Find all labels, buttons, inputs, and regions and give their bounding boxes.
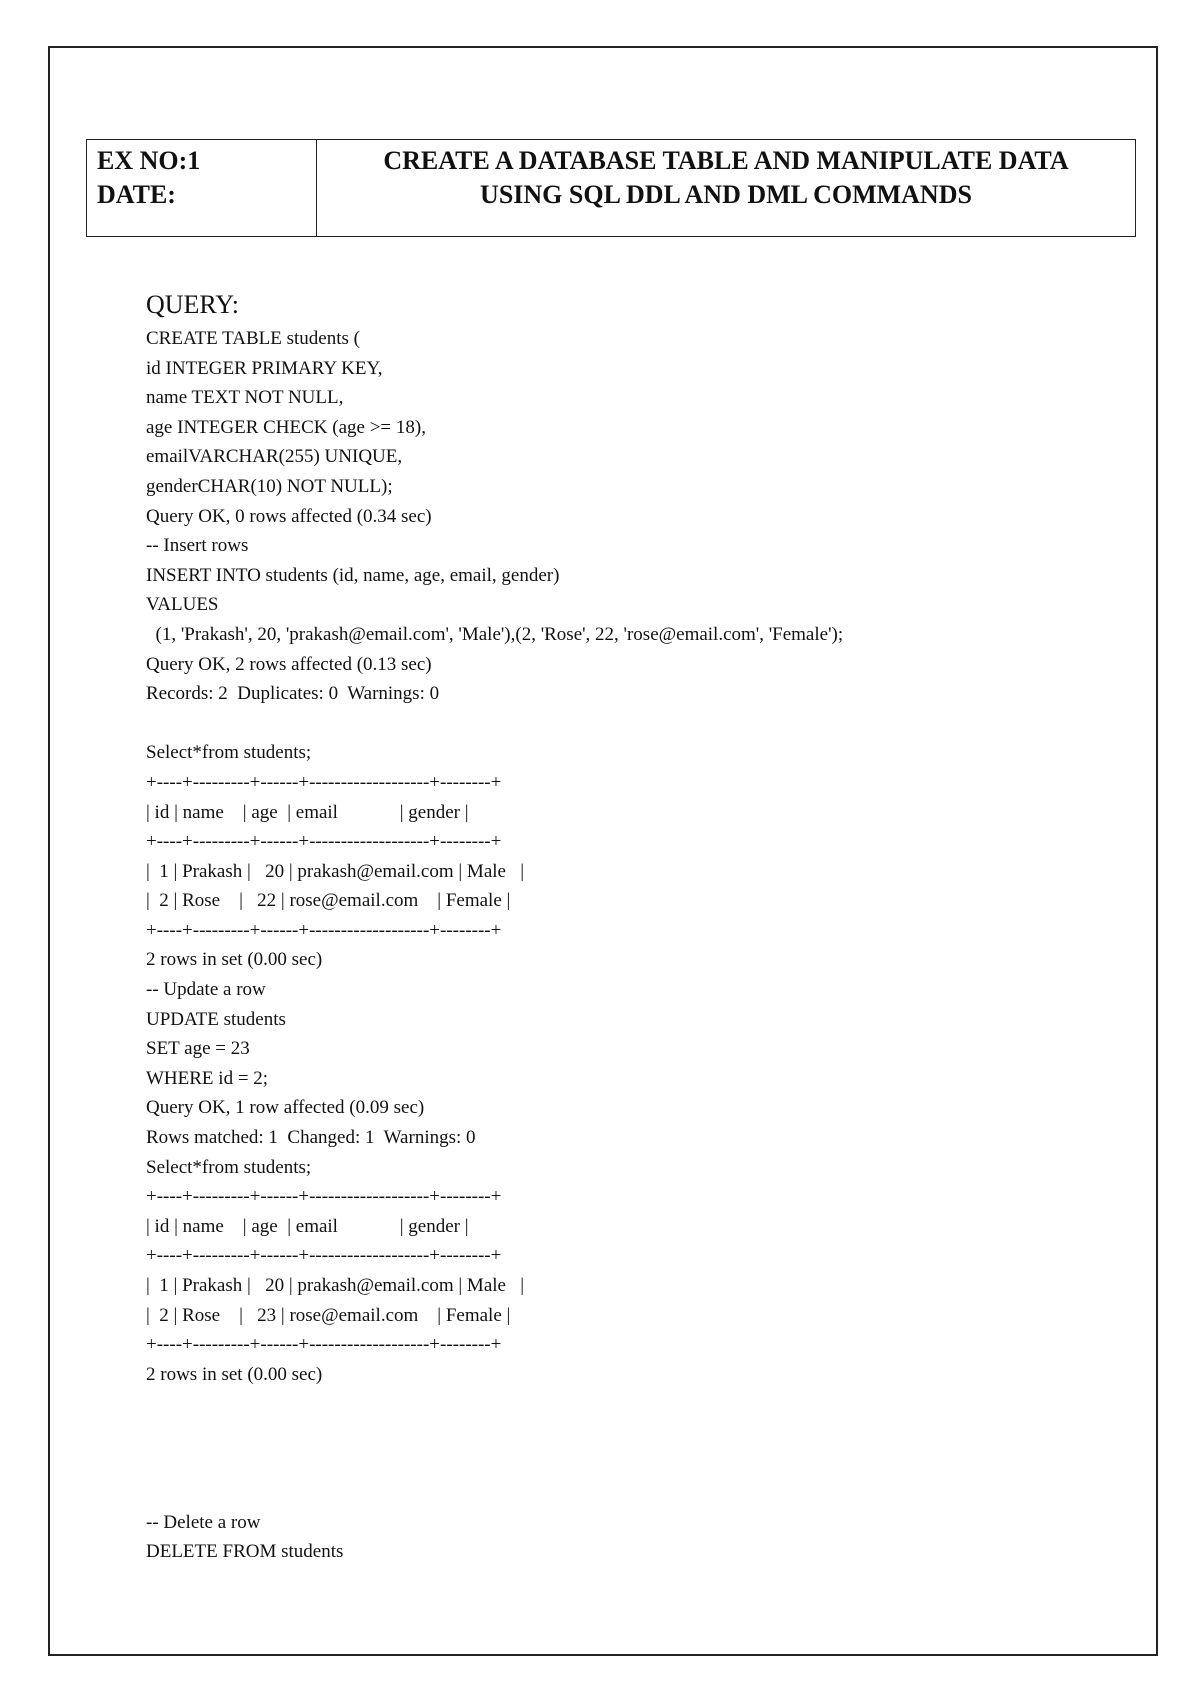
code-line (146, 1478, 1106, 1508)
code-line: Query OK, 0 rows affected (0.34 sec) (146, 505, 432, 527)
code-line: emailVARCHAR(255) UNIQUE, (146, 446, 403, 468)
code-line: SET age = 23 (146, 1038, 250, 1060)
code-line: WHERE id = 2; (146, 1067, 269, 1089)
code-line: | 1 | Prakash | 20 | prakash@email.com | Male | (146, 860, 525, 882)
code-line: Select*from students; (146, 1156, 312, 1178)
code-line: +----+---------+------+-------------------+--------+ (146, 1245, 502, 1267)
code-line: Select*from students; (146, 742, 312, 764)
exercise-number: EX NO:1 (97, 146, 201, 175)
code-line: name TEXT NOT NULL, (146, 387, 344, 409)
code-line: +----+---------+------+-------------------+--------+ (146, 1334, 502, 1356)
code-line: -- Update a row (146, 979, 266, 1001)
code-line: Rows matched: 1 Changed: 1 Warnings: 0 (146, 1127, 476, 1149)
code-line: (1, 'Prakash', 20, 'prakash@email.com', 'Male'),(2, 'Rose', 22, 'rose@email.com', 'Female'); (146, 623, 844, 645)
code-line: +----+---------+------+-------------------+--------+ (146, 831, 502, 853)
code-line (146, 1449, 1106, 1479)
code-line (146, 1389, 1106, 1419)
code-line: | 1 | Prakash | 20 | prakash@email.com | Male | (146, 1275, 525, 1296)
code-line: UPDATE students (146, 1008, 286, 1030)
code-line: INSERT INTO students (id, name, age, email, gender) (146, 564, 560, 586)
code-line: | id | name | age | email | gender | (146, 1215, 469, 1237)
code-line: 2 rows in set (0.00 sec) (146, 949, 323, 971)
code-line (146, 1419, 1106, 1449)
code-line: genderCHAR(10) NOT NULL); (146, 475, 393, 497)
code-line: id INTEGER PRIMARY KEY, (146, 357, 383, 379)
code-line: VALUES (146, 594, 219, 616)
code-line: | id | name | age | email | gender | (146, 801, 469, 823)
code-line: -- Delete a row (146, 1511, 261, 1533)
code-line: DELETE FROM students (146, 1541, 344, 1563)
code-line: 2 rows in set (0.00 sec) (146, 1363, 323, 1385)
code-line: | 2 | Rose | 22 | rose@email.com | Female | (146, 890, 511, 912)
exercise-title-line-1: CREATE A DATABASE TABLE AND MANIPULATE DATA (383, 146, 1069, 175)
query-code (146, 324, 1106, 1567)
code-line: +----+---------+------+-------------------+--------+ (146, 771, 502, 793)
code-line (146, 709, 1106, 739)
exercise-header (86, 139, 1136, 237)
exercise-meta (87, 140, 317, 236)
exercise-title (317, 140, 1135, 236)
code-line: +----+---------+------+-------------------+--------+ (146, 1186, 502, 1208)
code-line: age INTEGER CHECK (age >= 18), (146, 416, 426, 438)
code-line: Query OK, 2 rows affected (0.13 sec) (146, 653, 432, 675)
code-line: | 2 | Rose | 23 | rose@email.com | Female | (146, 1304, 511, 1326)
query-section (146, 288, 1106, 1567)
code-line: -- Insert rows (146, 535, 249, 557)
exercise-title-line-2: USING SQL DDL AND DML COMMANDS (480, 180, 972, 209)
exercise-date: DATE: (97, 180, 176, 209)
query-heading: QUERY: (146, 290, 239, 319)
code-line: Query OK, 1 row affected (0.09 sec) (146, 1097, 425, 1119)
code-line: +----+---------+------+-------------------+--------+ (146, 919, 502, 941)
code-line: CREATE TABLE students ( (146, 328, 360, 349)
code-line: Records: 2 Duplicates: 0 Warnings: 0 (146, 683, 440, 705)
